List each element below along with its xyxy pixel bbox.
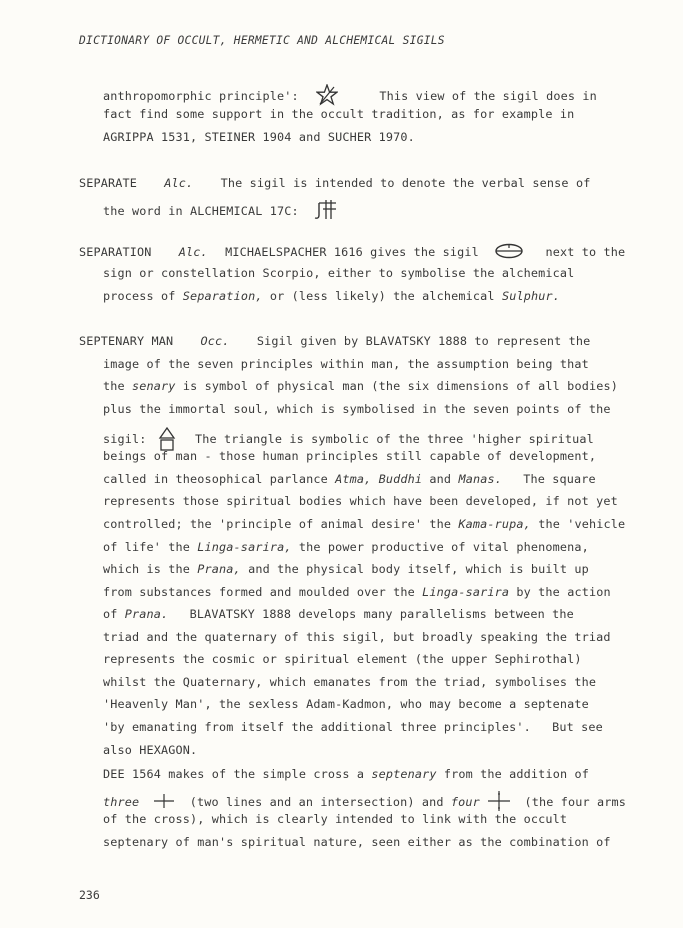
running-header: DICTIONARY OF OCCULT, HERMETIC AND ALCHEMICAL SIGILS [79, 34, 445, 47]
simple-cross-sigil-icon [153, 793, 175, 809]
entry-term: SEPARATION [79, 245, 152, 259]
entry-separation-line-2: sign or constellation Scorpio, either to symbolise the alchemical [103, 266, 575, 280]
entry-septenary-line-9: controlled; the 'principle of animal desire' the Kama-rupa, the 'vehicle [103, 517, 626, 531]
triangle-square-sigil-icon [158, 427, 176, 451]
entry-septenary-line-13: of Prana. BLAVATSKY 1888 develops many parallelisms between the [103, 607, 574, 621]
entry-term: SEPARATE [79, 176, 138, 190]
intro-line-2: fact find some support in the occult tradition, as for example in [103, 107, 575, 121]
entry-septenary-line-6: beings of man - those human principles still capable of development, [103, 449, 597, 463]
separation-sigil-icon [494, 243, 524, 259]
entry-septenary-line-21: three (two lines and an intersection) and four (the four arms [103, 790, 626, 812]
entry-septenary-line-3: the senary is symbol of physical man (the six dimensions of all bodies) [103, 379, 618, 393]
entry-septenary-line-5: sigil: The triangle is symbolic of the three 'higher spiritual [103, 427, 594, 451]
entry-term: SEPTENARY MAN [79, 334, 174, 348]
entry-separation-line-1: SEPARATION Alc. MICHAELSPACHER 1616 gives the sigil next to the [79, 245, 626, 259]
entry-septenary-line-7: called in theosophical parlance Atma, Buddhi and Manas. The square [103, 472, 596, 486]
entry-septenary-line-17: 'Heavenly Man', the sexless Adam-Kadmon, who may become a septenate [103, 697, 589, 711]
entry-septenary-line-2: image of the seven principles within man, the assumption being that [103, 357, 589, 371]
entry-tag: Alc. [178, 245, 208, 259]
entry-tag: Occ. [200, 334, 230, 348]
entry-septenary-line-8: represents those spiritual bodies which have been developed, if not yet [103, 494, 618, 508]
entry-separation-line-3: process of Separation, or (less likely) the alchemical Sulphur. [103, 289, 560, 303]
page-number: 236 [79, 888, 100, 902]
entry-septenary-line-11: which is the Prana, and the physical body itself, which is built up [103, 562, 589, 576]
entry-tag: Alc. [164, 176, 194, 190]
entry-separate-line-1: SEPARATE Alc. The sigil is intended to denote the verbal sense of [79, 176, 591, 190]
entry-septenary-line-4: plus the immortal soul, which is symbolised in the seven points of the [103, 402, 611, 416]
entry-septenary-line-15: represents the cosmic or spiritual element (the upper Sephirothal) [103, 652, 582, 666]
entry-septenary-line-1: SEPTENARY MAN Occ. Sigil given by BLAVATSKY 1888 to represent the [79, 334, 591, 348]
entry-septenary-line-16: whilst the Quaternary, which emanates from the triad, symbolises the [103, 675, 597, 689]
star-sigil-icon [316, 84, 338, 106]
entry-separate-line-2: the word in ALCHEMICAL 17C: [103, 199, 340, 221]
entry-septenary-line-12: from substances formed and moulded over the Linga-sarira by the action [103, 585, 611, 599]
intro-line-3: AGRIPPA 1531, STEINER 1904 and SUCHER 1970. [103, 130, 415, 144]
entry-septenary-line-14: triad and the quaternary of this sigil, but broadly speaking the triad [103, 630, 611, 644]
entry-septenary-line-10: of life' the Linga-sarira, the power productive of vital phenomena, [103, 540, 589, 554]
four-arm-cross-sigil-icon [487, 790, 511, 812]
entry-septenary-line-18: 'by emanating from itself the additional three principles'. But see [103, 720, 603, 734]
entry-septenary-line-19: also HEXAGON. [103, 743, 198, 757]
entry-septenary-line-23: septenary of man's spiritual nature, seen either as the combination of [103, 835, 611, 849]
separate-sigil-icon [314, 199, 340, 221]
intro-line-1: anthropomorphic principle': This view of the sigil does in [103, 84, 597, 106]
entry-septenary-line-20: DEE 1564 makes of the simple cross a septenary from the addition of [103, 767, 589, 781]
entry-septenary-line-22: of the cross), which is clearly intended to link with the occult [103, 812, 568, 826]
